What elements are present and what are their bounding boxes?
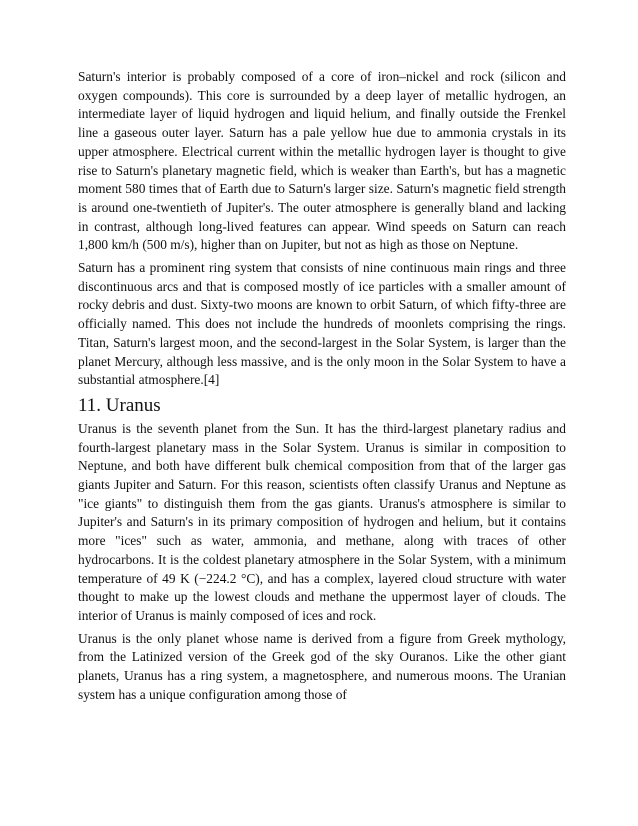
paragraph-uranus-name: Uranus is the only planet whose name is derived from a figure from Greek mythology, from the Latinized version of the Greek god of the sky Ouranos. Like the other giant planets, Uranus has a ring system, a magnetosphere, and numerous moons. The Uranian system has a unique configuration among those of (78, 630, 566, 702)
paragraph-saturn-rings: Saturn has a prominent ring system that consists of nine continuous main rings and three discontinuous arcs and that is composed mostly of ice particles with a smaller amount of rocky debris and dust. Sixty-two moons are known to orbit Saturn, of which fifty-three are officially named. This does not include the hundreds of moonlets comprising the rings. Titan, Saturn's largest moon, and the second-largest in the Solar System, is larger than the planet Mercury, although less massive, and is the only moon in the Solar System to have a substantial atmosphere.[4] (78, 260, 566, 388)
document-body (78, 68, 566, 705)
paragraph-uranus-overview: Uranus is the seventh planet from the Sun. It has the third-largest planetary radius and fourth-largest planetary mass in the Solar System. Uranus is similar in composition to Neptune, and both have different bulk chemical composition from that of the larger gas giants Jupiter and Saturn. For this reason, scientists often classify Uranus and Neptune as "ice giants" to distinguish them from the gas giants. Uranus's atmosphere is similar to Jupiter's and Saturn's in its primary composition of hydrogen and helium, but it contains more "ices" such as water, ammonia, and methane, along with traces of other hydrocarbons. It is the coldest planetary atmosphere in the Solar System, with a minimum temperature of 49 K (−224.2 °C), and has a complex, layered cloud structure with water thought to make up the lowest clouds and methane the uppermost layer of clouds. The interior of Uranus is mainly composed of ices and rock. (78, 420, 566, 623)
section-heading-uranus: 11. Uranus (78, 394, 161, 416)
paragraph-saturn-interior: Saturn's interior is probably composed of a core of iron–nickel and rock (silicon and oxygen compounds). This core is surrounded by a deep layer of metallic hydrogen, an intermediate layer of liquid hydrogen and liquid helium, and finally outside the Frenkel line a gaseous outer layer. Saturn has a pale yellow hue due to ammonia crystals in its upper atmosphere. Electrical current within the metallic hydrogen layer is thought to give rise to Saturn's planetary magnetic field, which is weaker than Earth's, but has a magnetic moment 580 times that of Earth due to Saturn's larger size. Saturn's magnetic field strength is around one-twentieth of Jupiter's. The outer atmosphere is generally bland and lacking in contrast, although long-lived features can appear. Wind speeds on Saturn can reach 1,800 km/h (500 m/s), higher than on Jupiter, but not as high as those on Neptune. (78, 69, 566, 253)
